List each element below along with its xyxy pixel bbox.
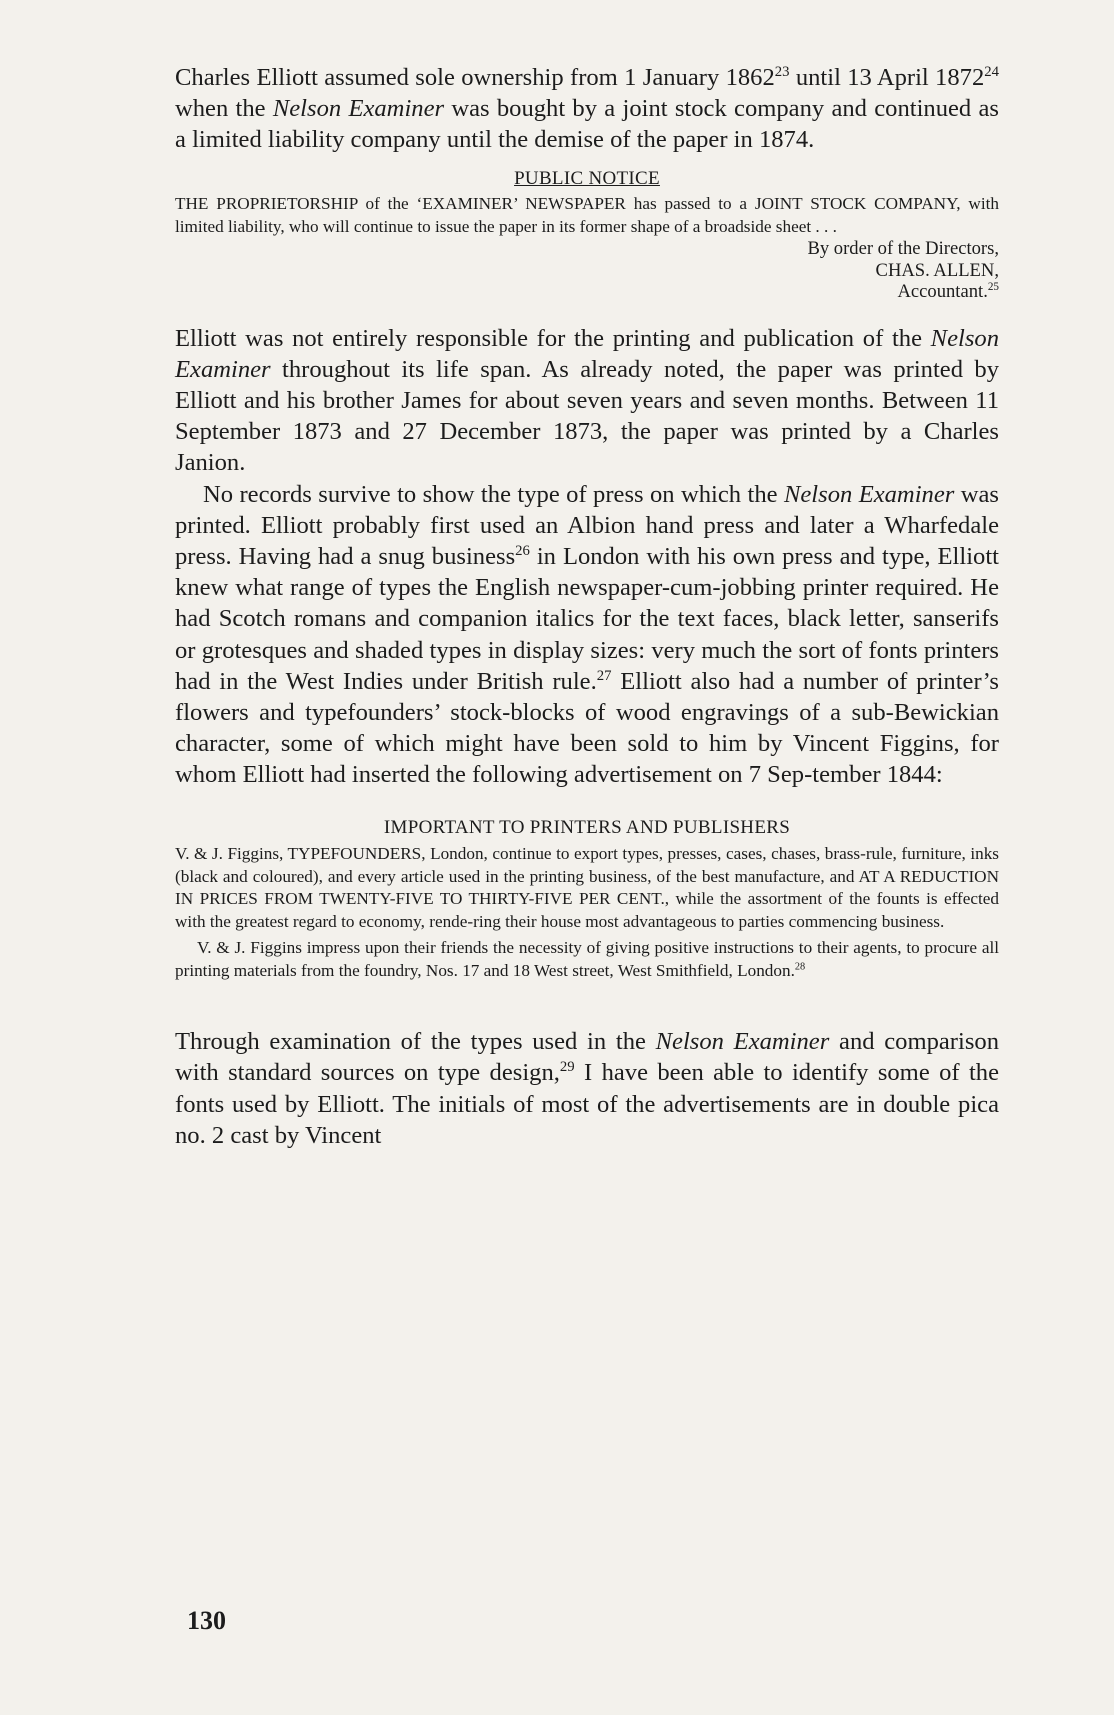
text-run: was printed. Elliott probably first used an Albion hand press and later a Wharfedale press. Having had a snug business: [175, 480, 999, 571]
text-run: No records survive to show the type of press on which the: [203, 480, 784, 508]
advertisement-body: V. & J. Figgins, TYPEFOUNDERS, London, continue to export types, presses, cases, chases, brass-rule, furniture, inks (black and coloured), and every article used in the printing business, of the best manufacture, and AT A REDUCTION IN PRICES FROM TWENTY-FIVE TO THIRTY-FIVE PER CENT., while the assortment of the founts is effected with the greatest regard to economy, rende-ring their house most advantageous to parties commencing business.: [175, 844, 999, 931]
newspaper-title: Nelson Examiner: [783, 480, 955, 508]
text-run: throughout its life span. As already noted, the paper was printed by Elliott and his brother James for about seven years and seven months. Between 11 September 1873 and 27 December 1873, the paper was printed by a Charles Janion.: [175, 355, 999, 477]
text-run: I have been able to identify some of the fonts used by Elliott. The initials of most of the advertisements are in double pica no. 2 cast by Vincent: [175, 1059, 999, 1149]
advertisement-title: IMPORTANT TO PRINTERS AND PUBLISHERS: [383, 816, 791, 838]
text-run: Through examination of the types used in the: [175, 1028, 656, 1056]
public-notice: [175, 168, 999, 303]
page-content: [175, 62, 999, 1151]
footnote-ref[interactable]: 26: [515, 542, 530, 559]
footnote-ref[interactable]: 24: [984, 63, 999, 80]
text-run: and comparison with standard sources on type design,: [175, 1028, 999, 1087]
notice-body: THE PROPRIETORSHIP of the ‘EXAMINER’ NEWSPAPER has passed to a JOINT STOCK COMPANY, with limited liability, who will continue to issue the paper in its former shape of a broadside sheet . . .: [175, 194, 999, 236]
signature-role: [175, 281, 999, 303]
notice-title: PUBLIC NOTICE: [514, 167, 660, 189]
text-run: in London with his own press and type, Elliott knew what range of types the English newspaper-cum-jobbing printer required. He had Scotch romans and companion italics for the text faces, black letter, sanserifs or grotesques and shaded types in display sizes: very much the sort of fonts printers had in the West Indies under British rule.: [175, 543, 999, 695]
text-run: was bought by a joint stock company and continued as a limited liability company until the demise of the paper in 1874.: [175, 95, 999, 154]
paragraph-printing: [175, 323, 999, 479]
text-run: Elliott also had a number of printer’s flowers and typefounders’ stock-blocks of wood engravings of a sub-Bewickian character, some of which might have been sold to him by Vincent Figgins, for whom Elliott had inserted the following advertisement on 7 Sep-tember 1844:: [175, 667, 999, 789]
paragraph-types: [175, 1026, 999, 1151]
signature-role-text: Accountant.: [897, 281, 988, 303]
footnote-ref[interactable]: 29: [559, 1059, 575, 1076]
newspaper-title: Nelson Examiner: [655, 1028, 830, 1056]
newspaper-title: Nelson Examiner: [175, 324, 999, 383]
text-run: Elliott was not entirely responsible for the printing and publication of the: [175, 324, 931, 352]
paragraph-ownership: [175, 62, 999, 156]
page-number: 130: [187, 1606, 226, 1635]
footnote-ref[interactable]: 27: [596, 667, 612, 684]
text-run: when the: [175, 95, 273, 123]
paragraph-press: [175, 479, 999, 791]
newspaper-title: Nelson Examiner: [272, 95, 445, 123]
notice-signature: [175, 238, 999, 303]
signature-line: By order of the Directors,: [807, 238, 999, 260]
text-run: V. & J. Figgins impress upon their friends the necessity of giving positive instructions to their agents, to procure all printing materials from the foundry, Nos. 17 and 18 West street, West Smithfield, London.: [175, 938, 999, 980]
text-run: Charles Elliott assumed sole ownership from 1 January 1862: [175, 64, 775, 91]
footnote-ref[interactable]: 28: [794, 960, 806, 972]
advertisement-body-2: [175, 937, 999, 982]
footnote-ref[interactable]: 25: [987, 280, 999, 293]
signature-name: CHAS. ALLEN,: [875, 259, 999, 281]
footnote-ref[interactable]: 23: [774, 63, 790, 80]
advertisement: [175, 817, 999, 983]
text-run: until 13 April 1872: [789, 64, 985, 91]
